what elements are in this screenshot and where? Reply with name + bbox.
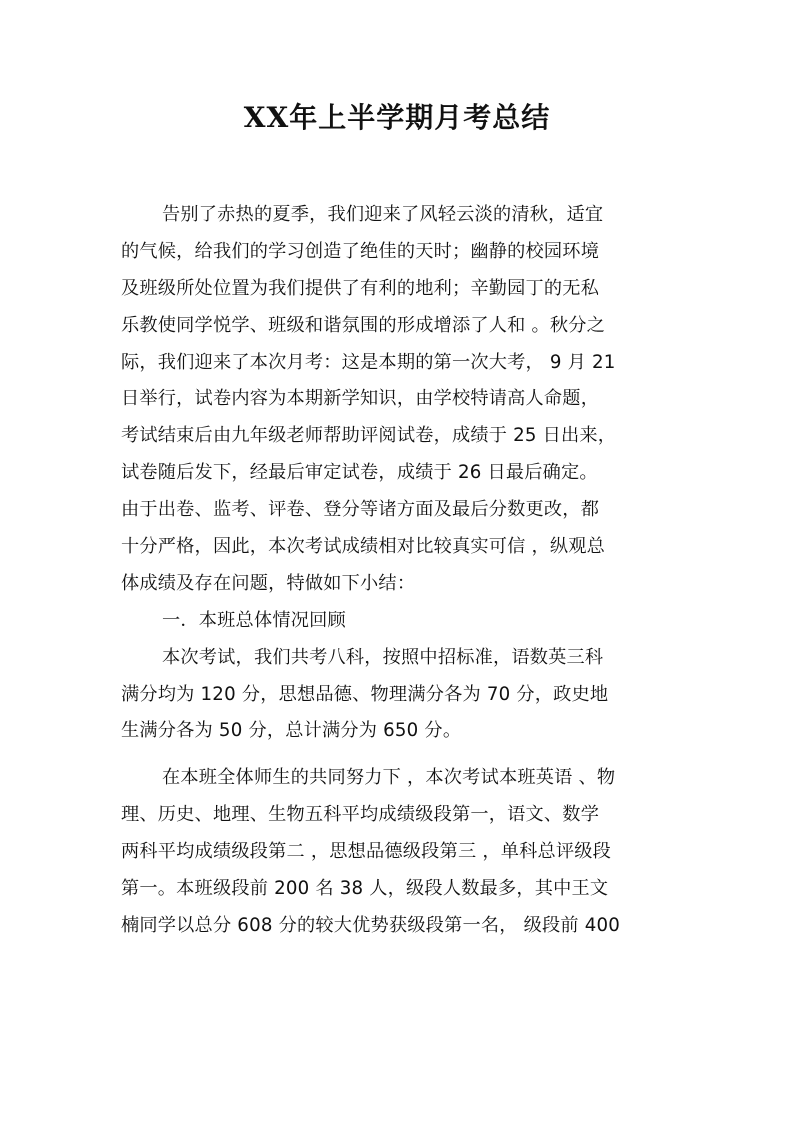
paragraph-line: 乐教使同学悦学、班级和谐氛围的形成增添了人和 。秋分之 bbox=[121, 314, 606, 336]
paragraph-results bbox=[121, 760, 681, 944]
paragraph-line: 告别了赤热的夏季，我们迎来了风轻云淡的清秋，适宜 bbox=[162, 204, 604, 225]
paragraph-line: 第一。本班级段前 200 名 38 人，级段人数最多，其中王文 bbox=[121, 878, 609, 900]
paragraph-gap bbox=[121, 750, 681, 760]
paragraph-line: 满分均为 120 分，思想品德、物理满分各为 70 分，政史地 bbox=[121, 683, 609, 705]
paragraph-line: 十分严格，因此，本次考试成绩相对比较真实可信 ，纵观总 bbox=[121, 536, 606, 558]
document-body bbox=[121, 197, 681, 945]
paragraph-line: 楠同学以总分 608 分的较大优势获级段第一名， 级段前 400 bbox=[121, 914, 621, 936]
paragraph-line: 理、历史、地理、生物五科平均成绩级段第一，语文、数学 bbox=[121, 804, 600, 826]
paragraph-line: 日举行，试卷内容为本期新学知识，由学校特请高人命题， bbox=[121, 388, 600, 410]
paragraph-intro bbox=[121, 197, 681, 603]
paragraph-line: 在本班全体师生的共同努力下 ，本次考试本班英语 、物 bbox=[162, 767, 616, 789]
paragraph-line: 的气候，给我们的学习创造了绝佳的天时；幽静的校园环境 bbox=[121, 240, 600, 262]
paragraph-line: 由于出卷、监考、评卷、登分等诸方面及最后分数更改，都 bbox=[121, 499, 600, 521]
paragraph-scoring bbox=[121, 640, 681, 751]
document-title: XX年上半学期月考总结 bbox=[243, 101, 551, 134]
paragraph-line: 体成绩及存在问题，特做如下小结： bbox=[121, 572, 416, 594]
paragraph-line: 考试结束后由九年级老师帮助评阅试卷，成绩于 25 日出来， bbox=[121, 425, 617, 447]
paragraph-line: 及班级所处位置为我们提供了有利的地利；辛勤园丁的无私 bbox=[121, 277, 600, 299]
paragraph-line: 际，我们迎来了本次月考：这是本期的第一次大考， 9 月 21 bbox=[121, 351, 616, 373]
paragraph-line: 两科平均成绩级段第二 ，思想品德级段第三 ，单科总评级段 bbox=[121, 841, 612, 863]
paragraph-line: 生满分各为 50 分，总计满分为 650 分。 bbox=[121, 720, 462, 742]
paragraph-line: 试卷随后发下，经最后审定试卷，成绩于 26 日最后确定。 bbox=[121, 462, 598, 484]
paragraph-line: 本次考试，我们共考八科，按照中招标准，语数英三科 bbox=[162, 646, 604, 668]
section-heading: 一．本班总体情况回顾 bbox=[162, 609, 346, 631]
